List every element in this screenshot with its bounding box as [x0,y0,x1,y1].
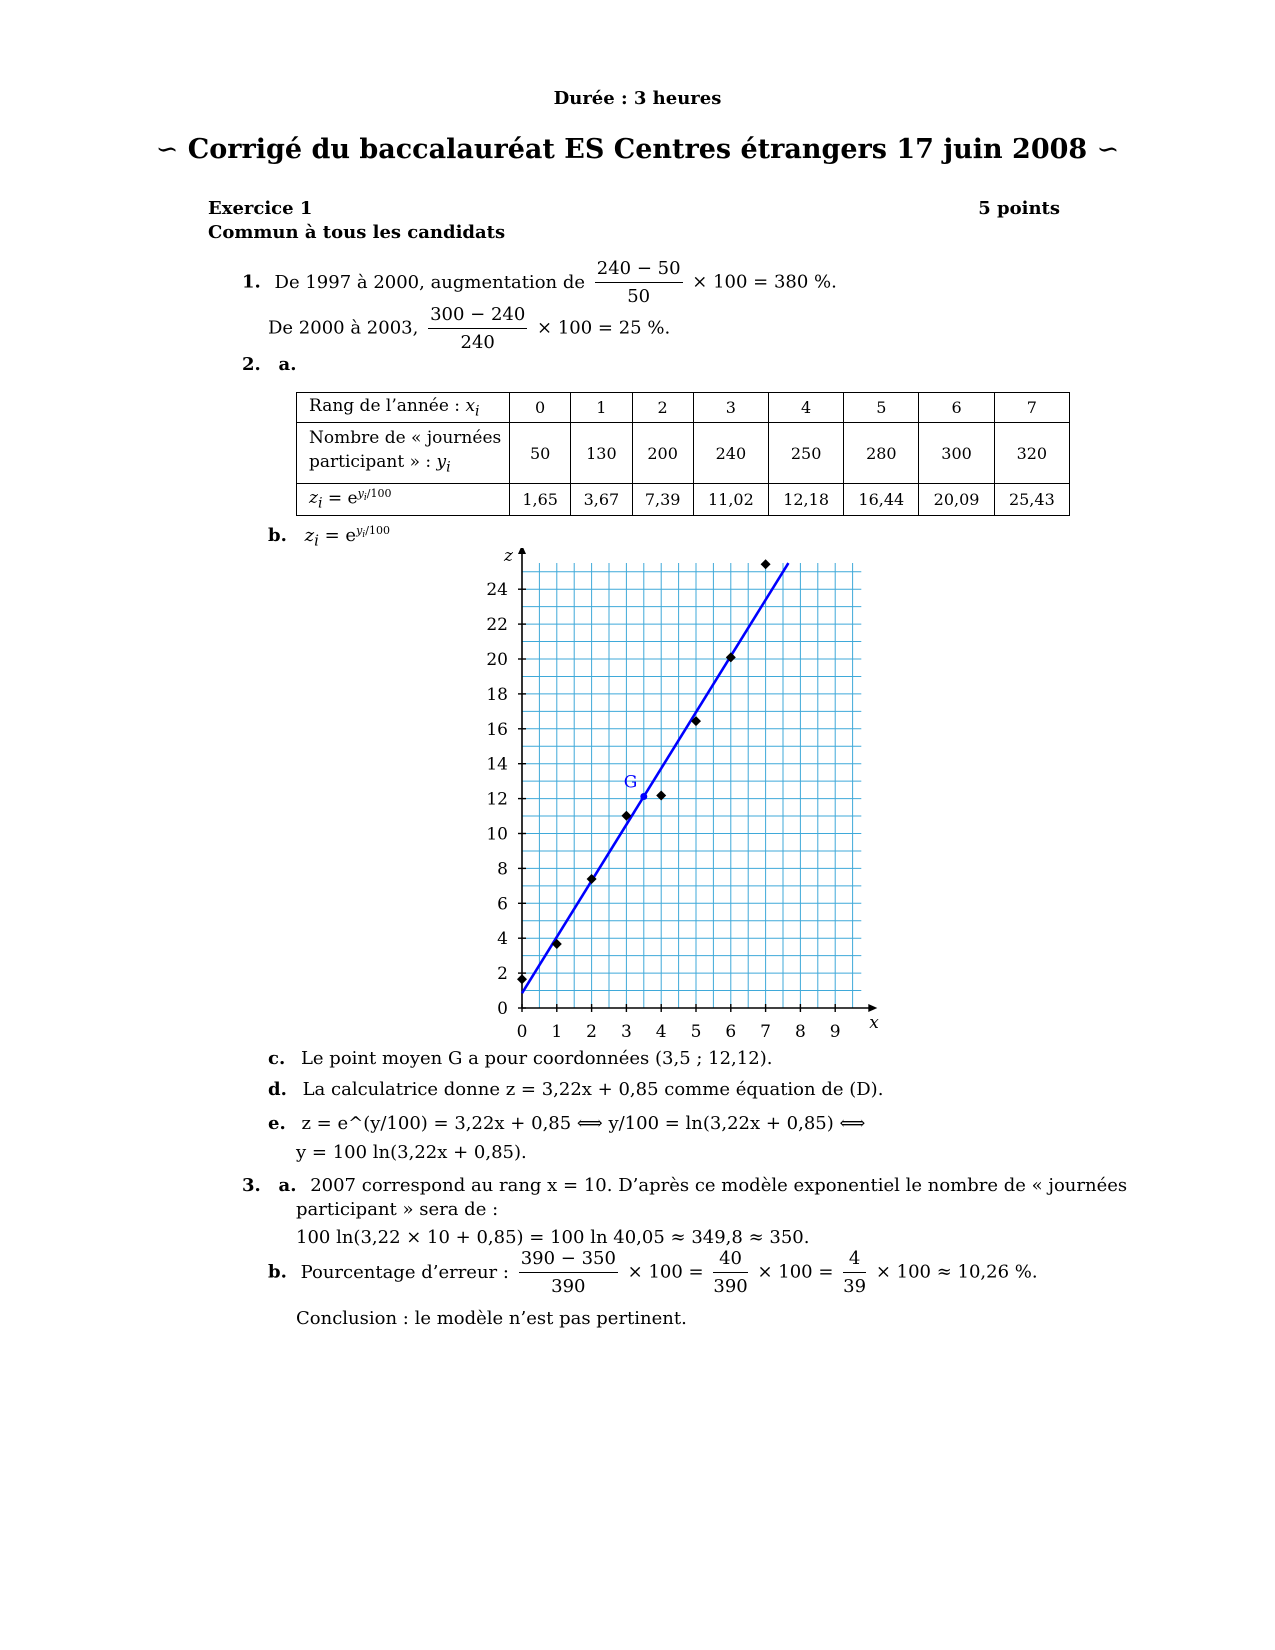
table-cell: 7 [994,393,1069,423]
x-tick-label: 3 [620,1022,632,1042]
table-cell: 7,39 [632,483,693,515]
table-cell: 25,43 [994,483,1069,515]
y-tick-label: 20 [486,650,508,670]
table-cell: 130 [571,423,632,483]
table-cell: 200 [632,423,693,483]
y-tick-label: 6 [497,894,508,915]
table-row-z [297,483,1070,515]
y-tick-label: 2 [497,964,508,985]
x-tick-label: 9 [829,1022,841,1042]
table-cell: 50 [510,423,571,483]
table-cell: 5 [844,393,919,423]
x-tick-label: 6 [725,1022,737,1042]
title-text: Corrigé du baccalauréat ES Centres étrangers 17 juin 2008 [187,134,1088,165]
x-tick-label: 1 [551,1022,563,1042]
table-cell: 300 [919,423,994,483]
table-cell: 280 [844,423,919,483]
y-tick-label: 10 [486,824,508,845]
chart-svg [470,548,890,1058]
x-tick-label: 8 [794,1022,806,1042]
q1-fraction1-num: 240 − 50 [595,258,683,283]
table-row-z-label: $z_i = e^{y_i/100}$ [297,483,510,515]
exercise-points: 5 points [978,198,1060,219]
q3-b-mid2: × 100 = [757,1261,834,1283]
table-row-days [297,423,1070,483]
table-cell: 1,65 [510,483,571,515]
q2-e [268,1113,865,1134]
y-axis-arrow [518,548,526,554]
y-tick-label: 22 [486,615,508,636]
q3-b-f1-num: 390 − 350 [519,1248,618,1273]
q2-d-text: La calculatrice donne z = 3,22x + 0,85 comme équation de (D). [302,1079,884,1100]
x-tick-label: 5 [690,1022,702,1042]
exercise-subtitle: Commun à tous les candidats [208,222,506,243]
table-cell: 6 [919,393,994,423]
q2-c-text: Le point moyen G a pour coordonnées (3,5 ; 12,12). [300,1048,773,1069]
q2-a-label: a. [278,354,297,375]
y-tick-label: 12 [486,789,508,810]
q3-b-f1-den: 390 [551,1276,586,1297]
q3-b-f2-num: 40 [713,1248,747,1273]
ornament-right: ∽ [1096,134,1120,165]
table-row-days-label: Nombre de « journées participant » : $y_i$ [297,423,510,483]
q3-number: 3. [242,1175,261,1196]
table-cell: 1 [571,393,632,423]
q3-b-fraction2 [713,1248,747,1297]
data-table [296,392,1070,516]
table-cell: 240 [693,423,768,483]
q2-e-label: e. [268,1113,286,1134]
q3-conclusion: Conclusion : le modèle n’est pas pertinent. [296,1308,687,1329]
y-tick-label: 16 [486,719,508,740]
q3-a-line3: 100 ln(3,22 × 10 + 0,85) = 100 ln 40,05 ≈ 349,8 ≈ 350. [296,1227,810,1248]
q1-fraction2 [428,304,527,353]
y-axis-label: z [504,548,513,567]
q1-line1 [242,258,837,307]
q2-number: 2. [242,354,261,375]
q2-e-line2: y = 100 ln(3,22x + 0,85). [296,1142,527,1163]
q3-b-fraction3 [843,1248,866,1297]
table-row-rank [297,393,1070,423]
table-cell: 11,02 [693,483,768,515]
x-axis-arrow [868,1004,877,1012]
q2-b-label: b. [268,525,287,546]
y-tick-label: 14 [486,754,508,775]
q2-heading [242,354,296,375]
q3-b-label: b. [268,1261,287,1283]
q1-fraction2-num: 300 − 240 [428,304,527,329]
x-tick-label: 4 [655,1022,667,1042]
table-cell: 320 [994,423,1069,483]
q1-fraction1-den: 50 [627,286,651,307]
q1-line2 [268,304,670,353]
q3-b-f2-den: 390 [713,1276,748,1297]
q3-b-fraction1 [519,1248,618,1297]
q2-b-heading [268,524,390,550]
q1-fraction1 [595,258,683,307]
table-cell: 2 [632,393,693,423]
q2-d-label: d. [268,1079,287,1100]
q3-b-f3-num: 4 [843,1248,866,1273]
ornament-left: ∽ [155,134,179,165]
q3-a-label: a. [278,1175,297,1196]
q1-number: 1. [242,271,261,293]
x-tick-label: 7 [760,1022,772,1042]
q3-b [268,1248,1038,1297]
duration: Durée : 3 heures [553,88,722,109]
q3-a [242,1175,1127,1196]
q1-line2-text: De 2000 à 2003, [268,317,419,339]
y-tick-label: 4 [497,929,508,950]
page-title [0,134,1275,165]
table-cell: 16,44 [844,483,919,515]
mean-point-label: G [623,772,638,793]
q2-e-line1: z = e^(y/100) = 3,22x + 0,85 ⟺ y/100 = ln(3,22x + 0,85) ⟺ [301,1113,866,1134]
q2-c-label: c. [268,1048,286,1069]
q1-line2-result: × 100 = 25 %. [537,317,671,339]
q2-c [268,1048,772,1069]
table-cell: 20,09 [919,483,994,515]
mean-point-G [640,793,647,800]
x-axis-label: x [869,1013,879,1033]
q2-d [268,1079,883,1100]
q3-b-mid1: × 100 = [627,1261,704,1283]
rank-label-text: Rang de l’année : $x_i$ [309,396,480,420]
q3-b-text: Pourcentage d’erreur : [300,1261,509,1283]
q1-line1-text: De 1997 à 2000, augmentation de [274,271,586,293]
x-tick-label: 0 [516,1022,528,1042]
q3-a-line1: 2007 correspond au rang x = 10. D’après ce modèle exponentiel le nombre de « journées [310,1175,1128,1196]
q3-b-f3-den: 39 [843,1276,867,1297]
table-cell: 3 [693,393,768,423]
y-tick-label: 24 [486,580,508,601]
y-tick-label: 0 [497,999,508,1019]
exercise-label: Exercice 1 [208,198,313,219]
q1-line1-result: × 100 = 380 %. [692,271,837,293]
table-cell: 4 [768,393,843,423]
y-tick-label: 8 [497,859,508,880]
table-cell: 3,67 [571,483,632,515]
x-tick-label: 2 [586,1022,598,1042]
table-cell: 12,18 [768,483,843,515]
data-point [517,974,527,984]
table-cell: 0 [510,393,571,423]
y-tick-label: 18 [486,684,508,705]
table-row-rank-label [297,393,510,423]
q3-a-line2: participant » sera de : [296,1199,499,1220]
q1-fraction2-den: 240 [460,332,495,353]
q2-b-formula: $z_i = e^{y_i/100}$ [304,524,390,550]
scatter-chart [470,548,890,1058]
table-cell: 250 [768,423,843,483]
q3-b-end: × 100 ≈ 10,26 %. [875,1261,1038,1283]
data-point [761,559,771,569]
